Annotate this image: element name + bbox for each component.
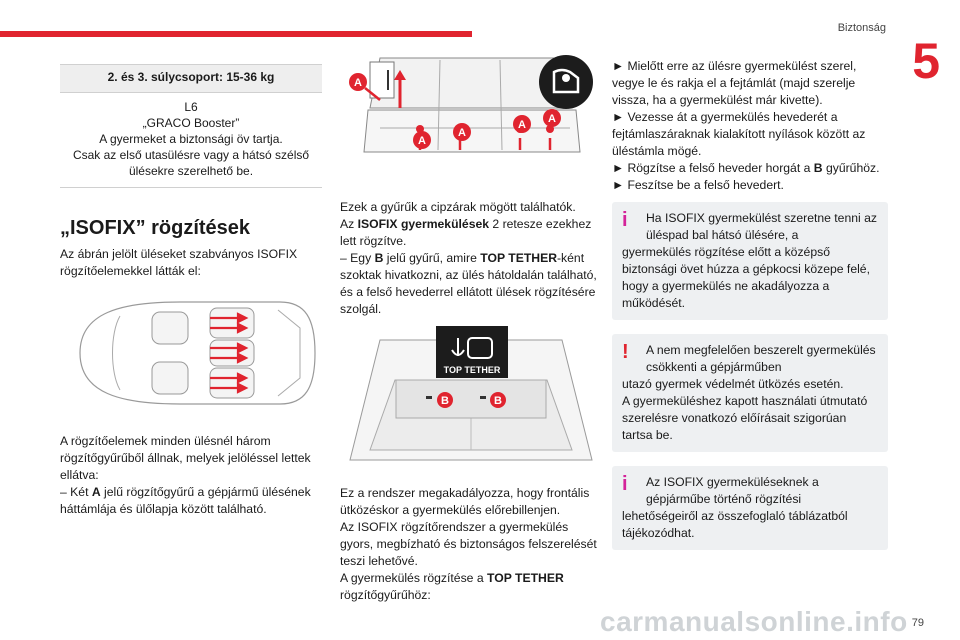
rings-a-paragraph: – Két A jelű rögzítőgyűrű a gépjármű ülésének háttámlája és ülőlapja között található. (60, 485, 311, 516)
info-icon: i (622, 473, 628, 495)
chapter-number: 5 (912, 33, 940, 89)
isofix-system-paragraph: Az ISOFIX rögzítőrendszer a gyermekülés gyors, megbízható és biztonságos felszerelését teszi lehetővé. (340, 520, 597, 568)
rings-paragraph: A rögzítőelemek minden ülésnél három rögzítőgyűrűből állnak, melyek jelöléssel lettek ellátva: (60, 434, 311, 482)
table-line: „GRACO Booster” (142, 116, 240, 130)
isofix-seat-paragraph: Az ISOFIX gyermekülések 2 retesze ezekhez lett rögzítve. (340, 217, 592, 248)
warning-icon: ! (622, 341, 629, 363)
tether-fix-paragraph: A gyermekülés rögzítése a TOP TETHER rögzítőgyűrűhöz: (340, 571, 564, 602)
step-3: ► Rögzítse a felső heveder horgát a B gyűrűhöz. (612, 161, 880, 175)
section-header: Biztonság (837, 22, 886, 34)
table-line: L6 (184, 100, 198, 114)
anchor-labels-overlay (340, 48, 602, 174)
watermark: carmanualsonline.info (600, 606, 908, 637)
page-number: 79 (911, 617, 924, 629)
system-paragraph: Ez a rendszer megakadályozza, hogy frontális ütközéskor a gyermekülés előrebillenjen. (340, 486, 590, 517)
weight-group-table (60, 64, 322, 188)
section-title: „ISOFIX” rögzítések (60, 217, 251, 239)
right-column (612, 58, 888, 564)
top-tether-figure (340, 320, 602, 470)
table-header: 2. és 3. súlycsoport: 15-36 kg (60, 65, 322, 93)
label-b: B (441, 395, 449, 407)
top-tether-sign (436, 326, 508, 378)
table-body (60, 93, 322, 187)
left-column (60, 64, 322, 518)
car-topview-figure (60, 288, 322, 418)
info-note: i Ha ISOFIX gyermekülést szeretne tenni az üléspad bal hátsó ülésére, a gyermekülés rögzítése előtt a középső biztonsági övet húzza a gépkocsi közepe felé, hogy a gyermekülés ne akadályozza a működését. (612, 202, 888, 320)
label-b: B (494, 395, 502, 407)
table-line: A gyermeket a biztonsági öv tartja. (99, 132, 283, 146)
zip-paragraph: Ezek a gyűrűk a cipzárak mögött találhatók. (340, 200, 576, 214)
step-4: ► Feszítse be a felső hevedert. (612, 178, 784, 192)
step-1: ► Mielőtt erre az ülésre gyermekülést szerel, vegye le és rakja el a fejtámlát (majd szerelje vissza, ha a gyermekülést már kivette). (612, 59, 857, 107)
label-a: A (518, 119, 526, 131)
label-a: A (418, 135, 426, 147)
step-2: ► Vezesse át a gyermekülés hevederét a fejtámlaszáraknak kialakított nyílások között az üléstámla mögé. (612, 110, 866, 158)
label-a: A (548, 113, 556, 125)
table-line: Csak az első utasülésre vagy a hátsó szélső ülésekre szerelhető be. (72, 148, 310, 178)
info-note: i Az ISOFIX gyermeküléseknek a gépjárműbe történő rögzítési lehetőségeiről az összefoglaló táblázatból tájékozódhat. (612, 466, 888, 550)
label-a: A (354, 77, 362, 89)
top-accent-bar (0, 31, 472, 37)
info-icon: i (622, 209, 628, 231)
ring-b-paragraph: – Egy B jelű gyűrű, amire TOP TETHER-ként szoktak hivatkozni, az ülés hátoldalán található, és a felső hevederrel ellátott ülések rögzítésére szolgál. (340, 251, 597, 316)
top-tether-banner: TOP TETHER (443, 365, 501, 375)
warning-note: ! A nem megfelelően beszerelt gyermekülés csökkenti a gépjárműben utazó gyermek védelmét ütközés esetén. A gyermeküléshez kapott használati útmutató szerelésre vonatkozó előírásait szigorúan tartsa be. (612, 334, 888, 452)
intro-paragraph: Az ábrán jelölt üléseket szabványos ISOFIX rögzítőelemekkel látták el: (60, 247, 298, 278)
label-a: A (458, 127, 466, 139)
